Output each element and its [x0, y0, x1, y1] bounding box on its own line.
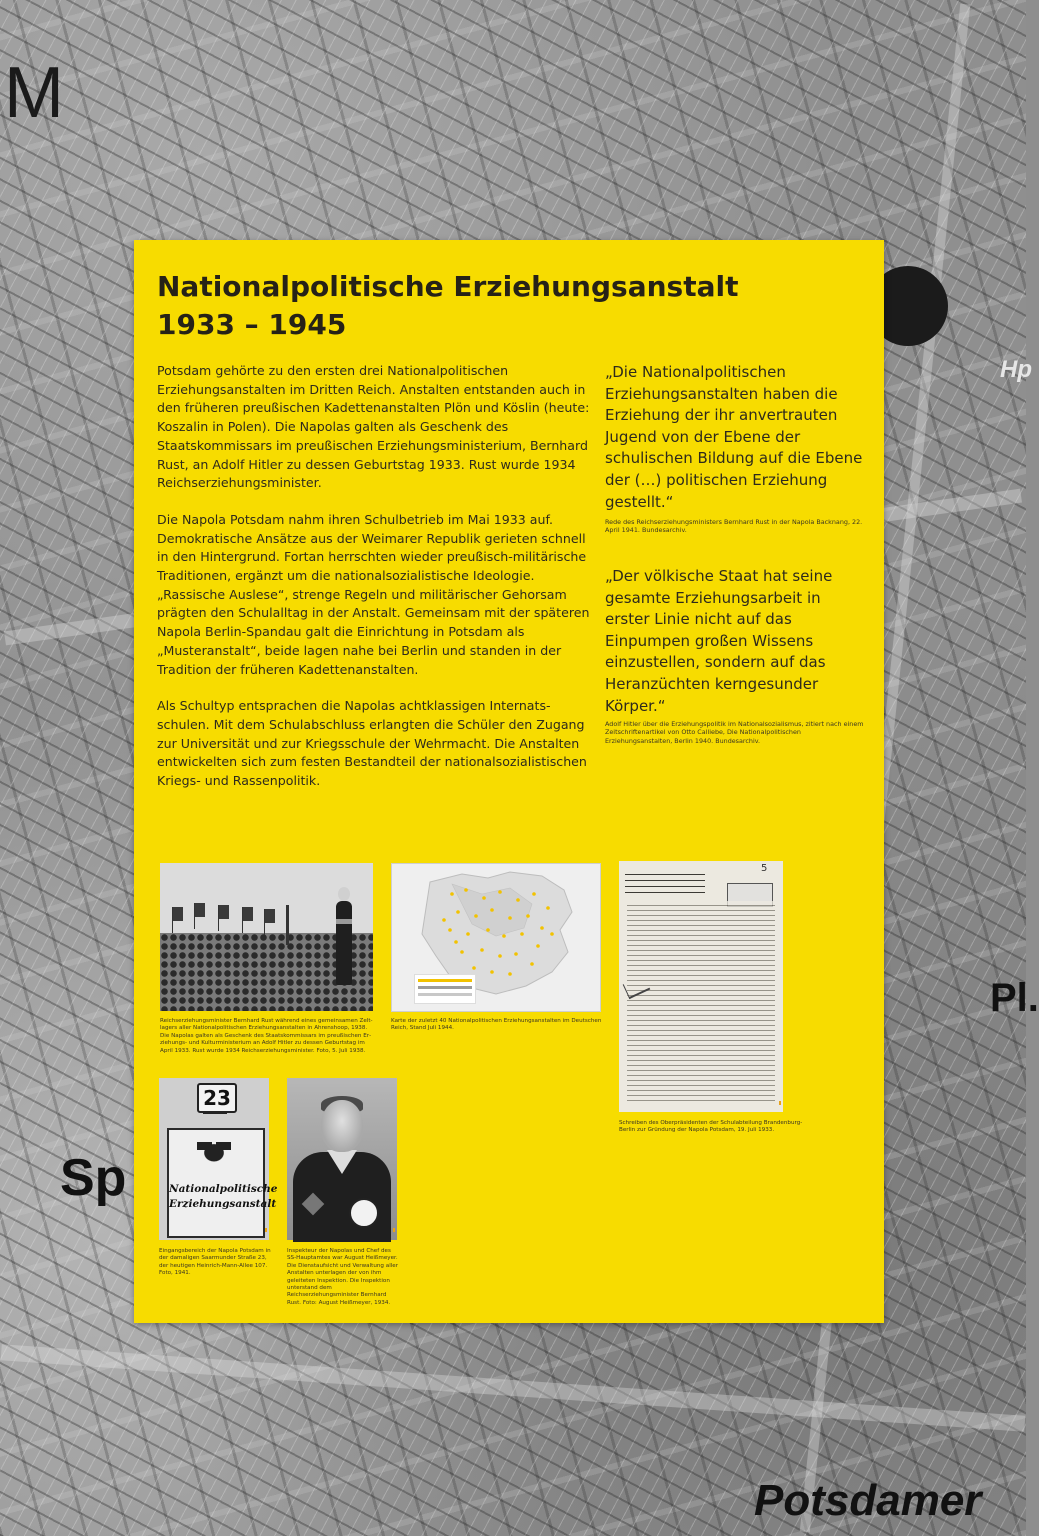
napola-map-caption: Karte der zuletzt 40 Nationalpolitischen Erziehungsanstalten im Deutschen Reich, Stand Juli 1944. [391, 1018, 602, 1032]
napola-location-dot [514, 952, 518, 956]
orange-mark [779, 1101, 781, 1105]
entrance-sign-photo [159, 1078, 278, 1240]
napola-location-dot [508, 916, 512, 920]
founding-letter-document [619, 861, 783, 1112]
napola-location-dot [532, 892, 536, 896]
napola-location-dot [480, 948, 484, 952]
legend-row [418, 986, 472, 989]
napola-location-dot [550, 932, 554, 936]
napola-location-dot [508, 972, 512, 976]
napola-location-dot [486, 928, 490, 932]
rally-flag [195, 903, 205, 917]
founding-letter-caption: Schreiben des Oberpräsidenten der Schulabteilung Brandenburg-Berlin zur Gründung der Napola Potsdam, 19. Juli 1933. [619, 1120, 803, 1134]
rally-photo-caption: Reichserziehungsminister Bernhard Rust während eines gemeinsamen Zeltlagers aller Nationalpolitischen Erziehungsanstalten in Ahrenshoop, 1938. Die Napolas galten als Geschenk des Staatskommissars im preußischen Erziehungs- und Kulturministerium an Adolf Hitler zu dessen Geburtstag im April 1933. Rust wurde 1934 Reichserziehungsminister. Foto, 5. Juli 1938. [160, 1018, 373, 1054]
napola-location-dot [490, 908, 494, 912]
map-road [1, 1344, 1026, 1432]
quote-hitler-source: Adolf Hitler über die Erziehungspolitik im Nationalsozialismus, zitiert nach einem Zeitschriftenartikel von Otto Calliebe, Die Nationalpolitischen Erziehungsanstalten, Berlin 1940. Bundesarchiv. [605, 720, 864, 745]
napola-location-dot [498, 954, 502, 958]
napola-location-dot [456, 910, 460, 914]
orange-mark [265, 1228, 267, 1232]
napola-location-dot [474, 914, 478, 918]
portrait-caption: Inspekteur der Napolas und Chef des SS-Hauptamtes war August Heißmeyer. Die Dienstaufsicht und Verwaltung aller Anstalten unterlagen der von ihm geleiteten Inspektion. Die Inspektion unterstand dem Reichserziehungsminister Bernhard Rust. Foto: August Heißmeyer, 1934. [287, 1248, 399, 1306]
napola-location-dot [448, 928, 452, 932]
rally-figure-head [338, 887, 350, 901]
rally-flag [219, 905, 229, 919]
legend-row [418, 979, 472, 982]
portrait-face [321, 1100, 363, 1152]
napola-location-dot [442, 918, 446, 922]
napola-location-dot [460, 950, 464, 954]
rally-flag [243, 907, 253, 921]
panel-title-line1: Nationalpolitische Erziehungsanstalt [157, 270, 739, 303]
house-number-plate: 23 [197, 1083, 237, 1113]
quote-rust: „Die Nationalpolitischen Erziehungsanstalten haben die Erziehung der ihr anvertrauten Jugend von der Ebene der schulischen Bildung auf die Ebene der (…) politischen Erziehung gestellt.“ [605, 363, 863, 511]
heissmeyer-portrait [287, 1078, 397, 1240]
letter-letterhead [625, 869, 705, 895]
eagle-emblem-icon [195, 1136, 233, 1164]
entrance-sign-caption: Eingangsbereich der Napola Potsdam in der damaligen Saarmunder Straße 23, der heutigen Heinrich-Mann-Allee 107. Foto, 1941. [159, 1248, 271, 1277]
map-label-right-top: Hp [1000, 356, 1032, 383]
napola-location-dot [454, 940, 458, 944]
napola-location-dot [466, 932, 470, 936]
napola-location-dot [490, 970, 494, 974]
panel-title-years: 1933 – 1945 [157, 308, 347, 341]
rally-post [286, 905, 289, 945]
napola-location-dot [498, 890, 502, 894]
legend-row [418, 993, 472, 996]
napola-location-dot [516, 898, 520, 902]
letter-typed-text [627, 901, 775, 1101]
napola-location-dot [464, 888, 468, 892]
body-paragraph: Potsdam gehörte zu den ersten drei Nationalpolitischen Erziehungsanstalten im Dritten Reich. Anstalten entstanden auch in den früheren preußischen Kadettenanstalten Plön und Köslin (heute: Koszalin in Polen). Die Napolas galten als Geschenk des Staatskommissars im preußischen Erziehungsministerium, Bernhard Rust, an Adolf Hitler zu dessen Geburtstag 1933. Rust wurde 1934 Reichserziehungsminister. [157, 363, 590, 491]
letter-page-number: 5 [761, 863, 768, 874]
exhibition-panel [134, 240, 884, 1323]
napola-location-dot [520, 932, 524, 936]
map-label-top-left: M [4, 53, 64, 133]
rally-flag [173, 907, 183, 921]
napola-location-dot [502, 934, 506, 938]
map-label-bottom-left: Sp [60, 1149, 127, 1207]
napola-location-dot [482, 896, 486, 900]
sign-lettering: Nationalpolitische Erziehungsanstalt [169, 1183, 278, 1210]
napola-location-dot [450, 892, 454, 896]
napola-location-dot [472, 966, 476, 970]
napola-locations-map [391, 863, 601, 1012]
body-paragraph: Die Napola Potsdam nahm ihren Schulbetrieb im Mai 1933 auf. Demokratische Ansätze aus der Weimarer Republik gerieten schnell in den Hintergrund. Fortan herrschten wieder preußisch-militärische Traditionen, ergänzt um die nationalsozialistische Ideologie. „Rassische Auslese“, strenge Regeln und militärischer Gehorsam prägten den Schulalltag in der Anstalt. Gemeinsam mit der späteren Napola Berlin-Spandau galt die Einrichtung in Potsdam als „Musteranstalt“, beide lagen nahe bei Berlin und standen in der Tradition der früheren Kadettenanstalten. [157, 511, 590, 677]
body-paragraph: Als Schultyp entsprachen die Napolas achtklassigen Internatsschulen. Mit dem Schulabschluss erlangten die Schüler den Zugang zur Universität und zur Kriegsschule der Wehrmacht. Die Anstalten entwickelten sich zum festen Bestandteil der nationalsozialistischen Kriegs- und Rassenpolitik. [157, 698, 587, 789]
rally-figure-body [336, 901, 352, 985]
rally-photo [160, 863, 373, 1011]
body-text-column [157, 362, 597, 809]
napola-location-dot [536, 944, 540, 948]
rally-figure-armband [336, 919, 352, 924]
napola-location-dot [530, 962, 534, 966]
armband-icon [349, 1198, 379, 1228]
quote-rust-source: Rede des Reichserziehungsministers Bernhard Rust in der Napola Backnang, 22. April 1941. Bundesarchiv. [605, 518, 863, 535]
orange-mark [393, 1228, 395, 1232]
sign-arrow [203, 1112, 227, 1114]
rally-flag [265, 909, 275, 923]
map-label-bottom-right: Potsdamer [754, 1476, 982, 1525]
panel-title [157, 268, 837, 344]
napola-location-dot [540, 926, 544, 930]
map-legend [414, 974, 476, 1004]
map-label-right-mid: Pl. [990, 976, 1039, 1020]
napola-location-dot [546, 906, 550, 910]
quote-hitler: „Der völkische Staat hat seine gesamte Erziehungsarbeit in erster Linie nicht auf das Einpumpen großen Wissens einzustellen, sondern auf das Heranzüchten kerngesunder Körper.“ [605, 567, 833, 715]
napola-location-dot [526, 914, 530, 918]
